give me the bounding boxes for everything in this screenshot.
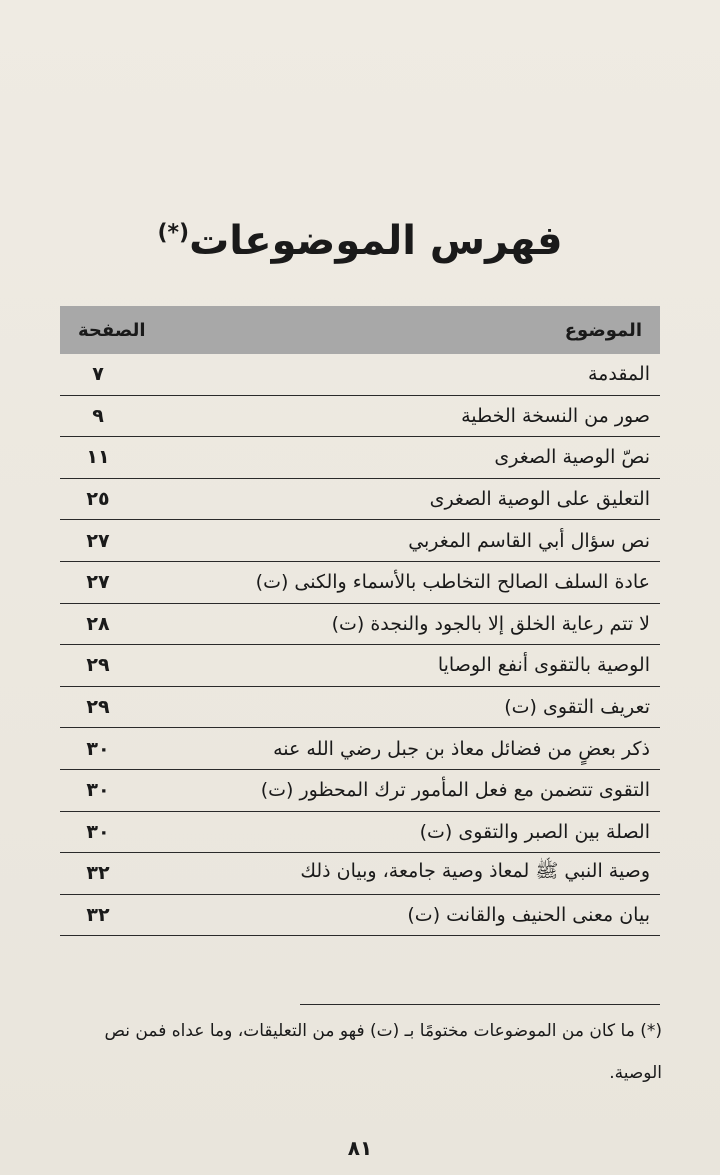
row-topic: المقدمة [587,363,650,386]
footnote-divider [300,1004,660,1005]
row-topic: وصية النبي ﷺ لمعاذ وصية جامعة، وبيان ذلك [300,860,650,883]
row-page-number: ١١ [86,446,110,469]
table-row [60,479,660,521]
row-page-number: ٣٢ [86,904,110,927]
table-body [60,354,660,936]
contents-table [60,306,660,936]
row-page-number: ٩ [92,404,104,427]
table-row [60,520,660,562]
table-row [60,604,660,646]
page-title [0,218,720,264]
table-row [60,770,660,812]
row-page-number: ٢٥ [86,488,110,511]
table-row [60,895,660,937]
table-row [60,645,660,687]
row-page-number: ٣٠ [86,820,110,843]
row-page-number: ٢٧ [86,571,110,594]
table-row [60,562,660,604]
row-topic: تعريف التقوى (ت) [504,696,650,719]
row-page-number: ٣٢ [86,862,110,885]
row-page-number: ٣٠ [86,737,110,760]
row-page-number: ٢٩ [86,654,110,677]
row-topic: التقوى تتضمن مع فعل المأمور ترك المحظور (ت) [260,779,650,802]
table-header [60,306,660,354]
table-row [60,396,660,438]
table-row [60,687,660,729]
row-topic: بيان معنى الحنيف والقانت (ت) [407,904,650,927]
table-row [60,728,660,770]
row-page-number: ٢٧ [86,529,110,552]
table-row [60,853,660,895]
row-topic: نص سؤال أبي القاسم المغربي [408,529,650,552]
row-topic: لا تتم رعاية الخلق إلا بالجود والنجدة (ت) [331,612,650,635]
row-page-number: ٣٠ [86,779,110,802]
header-topic: الموضوع [564,319,642,341]
row-topic: صور من النسخة الخطية [461,404,650,427]
row-topic: التعليق على الوصية الصغرى [429,488,650,511]
row-page-number: ٢٨ [86,612,110,635]
row-topic: الصلة بين الصبر والتقوى (ت) [419,820,650,843]
row-page-number: ٧ [92,363,104,386]
row-topic: ذكر بعضٍ من فضائل معاذ بن جبل رضي الله عنه [273,737,650,760]
title-footnote-marker: (*) [157,220,190,246]
table-row [60,354,660,396]
title-text: فهرس الموضوعات [189,218,563,264]
page-number: ٨١ [347,1136,373,1160]
row-topic: الوصية بالتقوى أنفع الوصايا [437,654,650,677]
header-page: الصفحة [78,319,146,341]
row-page-number: ٢٩ [86,696,110,719]
row-topic: نصّ الوصية الصغرى [494,446,650,469]
footnote: (*) ما كان من الموضوعات مختومًا بـ (ت) فهو من التعليقات، وما عداه فمن نص الوصية. [104,1021,662,1083]
table-row [60,437,660,479]
row-topic: عادة السلف الصالح التخاطب بالأسماء والكنى (ت) [255,571,650,594]
table-row [60,812,660,854]
